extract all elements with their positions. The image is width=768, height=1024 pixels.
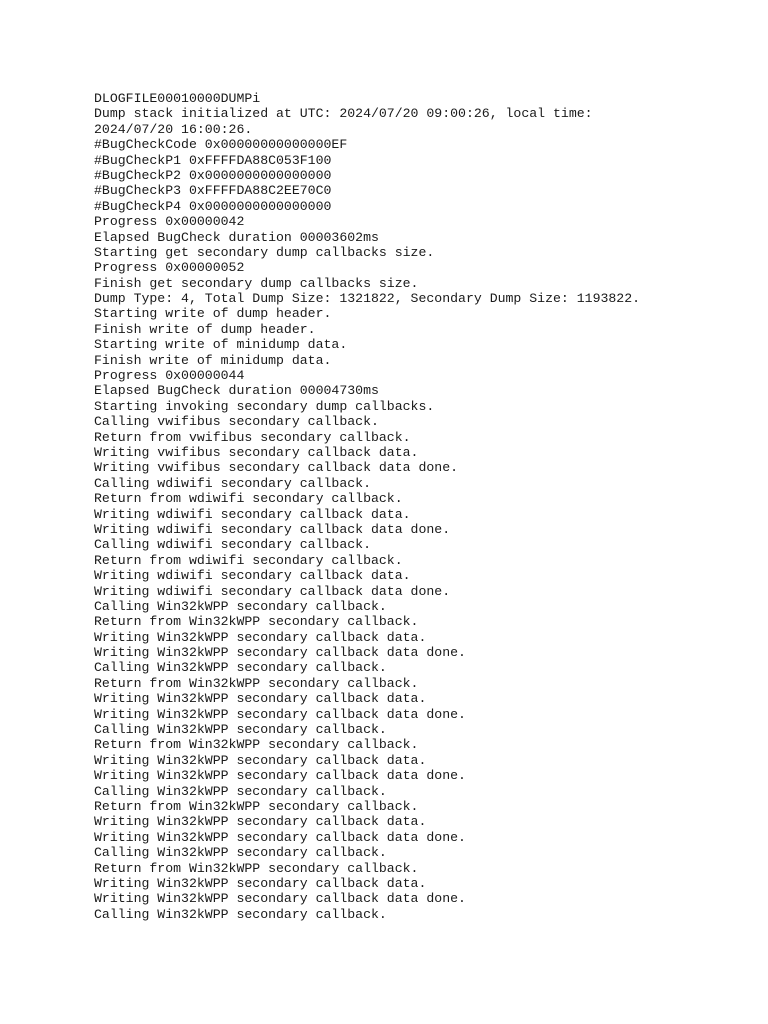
dump-log-text	[94, 91, 754, 922]
log-line: #BugCheckP4 0x0000000000000000	[94, 198, 332, 214]
log-line: Progress 0x00000052	[94, 260, 245, 276]
log-line: Return from Win32kWPP secondary callback.	[94, 860, 419, 876]
log-line: Calling Win32kWPP secondary callback.	[94, 906, 387, 922]
log-line: Writing Win32kWPP secondary callback data.	[94, 629, 427, 645]
log-line: Progress 0x00000042	[94, 214, 245, 230]
log-line: #BugCheckP1 0xFFFFDA88C053F100	[94, 152, 332, 168]
log-line: Writing Win32kWPP secondary callback data done.	[94, 891, 466, 907]
log-line: Calling wdiwifi secondary callback.	[94, 537, 371, 553]
log-line: Dump Type: 4, Total Dump Size: 1321822, Secondary Dump Size: 1193822.	[94, 291, 641, 307]
log-line: Writing vwifibus secondary callback data.	[94, 444, 419, 460]
log-line: #BugCheckCode 0x00000000000000EF	[94, 137, 348, 153]
log-line: Elapsed BugCheck duration 00003602ms	[94, 229, 379, 245]
log-line: Starting get secondary dump callbacks size.	[94, 244, 435, 260]
log-line: Writing wdiwifi secondary callback data.	[94, 568, 411, 584]
log-line: Elapsed BugCheck duration 00004730ms	[94, 383, 379, 399]
log-line: Return from Win32kWPP secondary callback.	[94, 675, 419, 691]
log-line: Calling Win32kWPP secondary callback.	[94, 845, 387, 861]
log-line: Writing Win32kWPP secondary callback data.	[94, 814, 427, 830]
log-line: Starting write of dump header.	[94, 306, 332, 322]
log-line: Writing vwifibus secondary callback data done.	[94, 460, 459, 476]
log-line: Finish write of dump header.	[94, 321, 316, 337]
log-line: Progress 0x00000044	[94, 368, 245, 384]
log-line: Writing Win32kWPP secondary callback data.	[94, 752, 427, 768]
log-line: Return from wdiwifi secondary callback.	[94, 491, 403, 507]
log-line: Writing Win32kWPP secondary callback data done.	[94, 706, 466, 722]
log-line: Writing Win32kWPP secondary callback data done.	[94, 645, 466, 661]
log-line: Return from wdiwifi secondary callback.	[94, 552, 403, 568]
log-line: Writing Win32kWPP secondary callback data done.	[94, 768, 466, 784]
log-line: Calling wdiwifi secondary callback.	[94, 475, 371, 491]
log-line: Return from Win32kWPP secondary callback.	[94, 614, 419, 630]
log-line: Dump stack initialized at UTC: 2024/07/20 09:00:26, local time:	[94, 106, 593, 122]
log-line: Starting write of minidump data.	[94, 337, 348, 353]
log-line: Writing wdiwifi secondary callback data done.	[94, 521, 451, 537]
log-line: Starting invoking secondary dump callbacks.	[94, 398, 435, 414]
log-line: Writing Win32kWPP secondary callback data.	[94, 875, 427, 891]
log-line: Writing wdiwifi secondary callback data done.	[94, 583, 451, 599]
log-line: Calling Win32kWPP secondary callback.	[94, 660, 387, 676]
log-line: #BugCheckP3 0xFFFFDA88C2EE70C0	[94, 183, 332, 199]
log-line: Calling Win32kWPP secondary callback.	[94, 598, 387, 614]
log-line: DLOGFILE00010000DUMPi	[94, 91, 261, 106]
log-line: 2024/07/20 16:00:26.	[94, 121, 253, 137]
log-line: #BugCheckP2 0x0000000000000000	[94, 167, 332, 183]
log-line: Calling Win32kWPP secondary callback.	[94, 783, 387, 799]
log-line: Calling Win32kWPP secondary callback.	[94, 722, 387, 738]
log-line: Return from Win32kWPP secondary callback.	[94, 737, 419, 753]
log-line: Writing Win32kWPP secondary callback data.	[94, 691, 427, 707]
log-line: Writing Win32kWPP secondary callback data done.	[94, 829, 466, 845]
log-line: Return from vwifibus secondary callback.	[94, 429, 411, 445]
log-line: Writing wdiwifi secondary callback data.	[94, 506, 411, 522]
log-line: Finish write of minidump data.	[94, 352, 332, 368]
log-line: Return from Win32kWPP secondary callback.	[94, 798, 419, 814]
log-line: Calling vwifibus secondary callback.	[94, 414, 379, 430]
log-line: Finish get secondary dump callbacks size.	[94, 275, 419, 291]
